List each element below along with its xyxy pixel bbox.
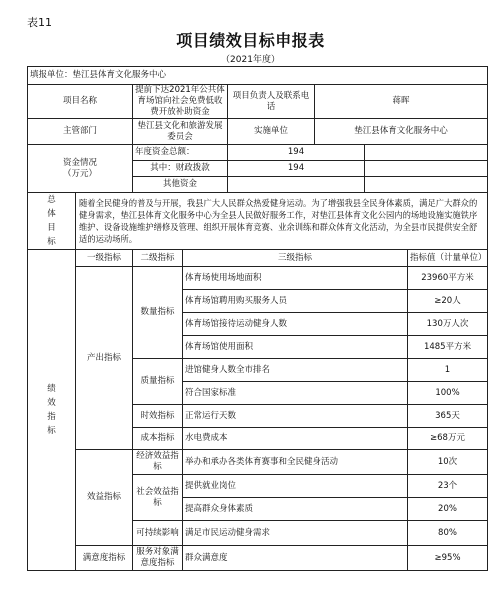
funds-label: [28, 145, 133, 193]
project-name-label: 项目名称: [28, 85, 133, 119]
indicator-name: 体育场馆聘用购买服务人员: [183, 290, 408, 313]
indicator-name: 水电费成本: [183, 428, 408, 450]
project-name-value: 提前下达2021年公共体育场馆向社会免费低收费开放补助资金: [133, 85, 228, 119]
funds-fiscal-value: 194: [228, 161, 365, 177]
indicator-value: ≥95%: [408, 546, 488, 571]
indicator-value: 100%: [408, 382, 488, 405]
year-label: （2021年度）: [221, 55, 280, 65]
funds-other-label: 其他资金: [133, 177, 228, 193]
performance-goal-table: [27, 66, 488, 571]
col-level2: 二级指标: [133, 250, 183, 267]
level1-output: 产出指标: [76, 267, 133, 450]
funds-total-blank: [365, 145, 488, 161]
funds-fiscal-label: 其中：财政拨款: [133, 161, 228, 177]
funds-other-value: [228, 177, 365, 193]
level1-satisfaction: 满意度指标: [76, 546, 133, 571]
level1-benefit: 效益指标: [76, 450, 133, 546]
page-title: 项目绩效目标申报表: [176, 31, 325, 50]
indicator-name: 群众满意度: [183, 546, 408, 571]
funds-total-value: 194: [228, 145, 365, 161]
indicator-value: 1485平方米: [408, 336, 488, 359]
indicator-name: 提高群众身体素质: [183, 498, 408, 521]
indicator-value: ≥68万元: [408, 428, 488, 450]
funds-label-line1: 资金情况: [62, 157, 97, 168]
indicator-value: 23个: [408, 475, 488, 498]
indicator-name: 进馆健身人数全市排名: [183, 359, 408, 382]
dept-value: 垫江县文化和旅游发展委员会: [133, 119, 228, 145]
indicator-value: 10次: [408, 450, 488, 475]
indicator-value: ≥20人: [408, 290, 488, 313]
indicator-name: 正常运行天数: [183, 405, 408, 428]
funds-total-label: 年度资金总额：: [133, 145, 228, 161]
indicator-value: 365天: [408, 405, 488, 428]
col-level1: 一级指标: [76, 250, 133, 267]
goal-text: 随着全民健身的普及与开展，我县广大人民群众热爱健身运动。为了增强我县全民身体素质，满足广大群众的健身需求，垫江县体育文化服务中心为全县人民做好服务工作，对垫江县体育文化公园内的场地设施实施铁序维护、设备设施维护缮修及管理、组织开展体育竞赛、业余训练和群众体育文化活动，为全县市民提供安全舒适的运动场所。: [76, 193, 488, 250]
goal-label: 总 体 目 标: [28, 193, 76, 250]
dept-label: 主管部门: [28, 119, 133, 145]
indicator-name: 举办和承办各类体育赛事和全民健身活动: [183, 450, 408, 475]
filler-unit: 填报单位：垫江县体育文化服务中心: [28, 67, 488, 85]
indicator-value: 80%: [408, 521, 488, 546]
contact-value: 蒋晖: [315, 85, 488, 119]
level2-economic: 经济效益指标: [133, 450, 183, 475]
level2-sustain: 可持续影响: [133, 521, 183, 546]
col-level3: 三级指标: [183, 250, 408, 267]
funds-other-blank: [365, 177, 488, 193]
indicator-name: 体育场馆使用面积: [183, 336, 408, 359]
indicator-name: 体育场使用场地面积: [183, 267, 408, 290]
contact-label: 项目负责人及联系电话: [228, 85, 315, 119]
indicator-name: 提供就业岗位: [183, 475, 408, 498]
funds-fiscal-blank: [365, 161, 488, 177]
level2-cost: 成本指标: [133, 428, 183, 450]
indicator-value: 1: [408, 359, 488, 382]
impl-label: 实施单位: [228, 119, 315, 145]
indicator-value: 130万人次: [408, 313, 488, 336]
indicator-value: 23960平方米: [408, 267, 488, 290]
level2-time: 时效指标: [133, 405, 183, 428]
level2-social: 社会效益指标: [133, 475, 183, 521]
indicator-value: 20%: [408, 498, 488, 521]
level2-quantity: 数量指标: [133, 267, 183, 359]
table-number: 表11: [27, 16, 52, 29]
perf-label: 绩 效 指 标: [28, 250, 76, 571]
impl-value: 垫江县体育文化服务中心: [315, 119, 488, 145]
indicator-name: 符合国家标准: [183, 382, 408, 405]
funds-label-line2: （万元）: [62, 168, 97, 179]
indicator-name: 体育场馆接待运动健身人数: [183, 313, 408, 336]
level2-quality: 质量指标: [133, 359, 183, 405]
indicator-name: 满足市民运动健身需求: [183, 521, 408, 546]
col-value: 指标值（计量单位）: [408, 250, 488, 267]
level2-service: 服务对象满意度指标: [133, 546, 183, 571]
